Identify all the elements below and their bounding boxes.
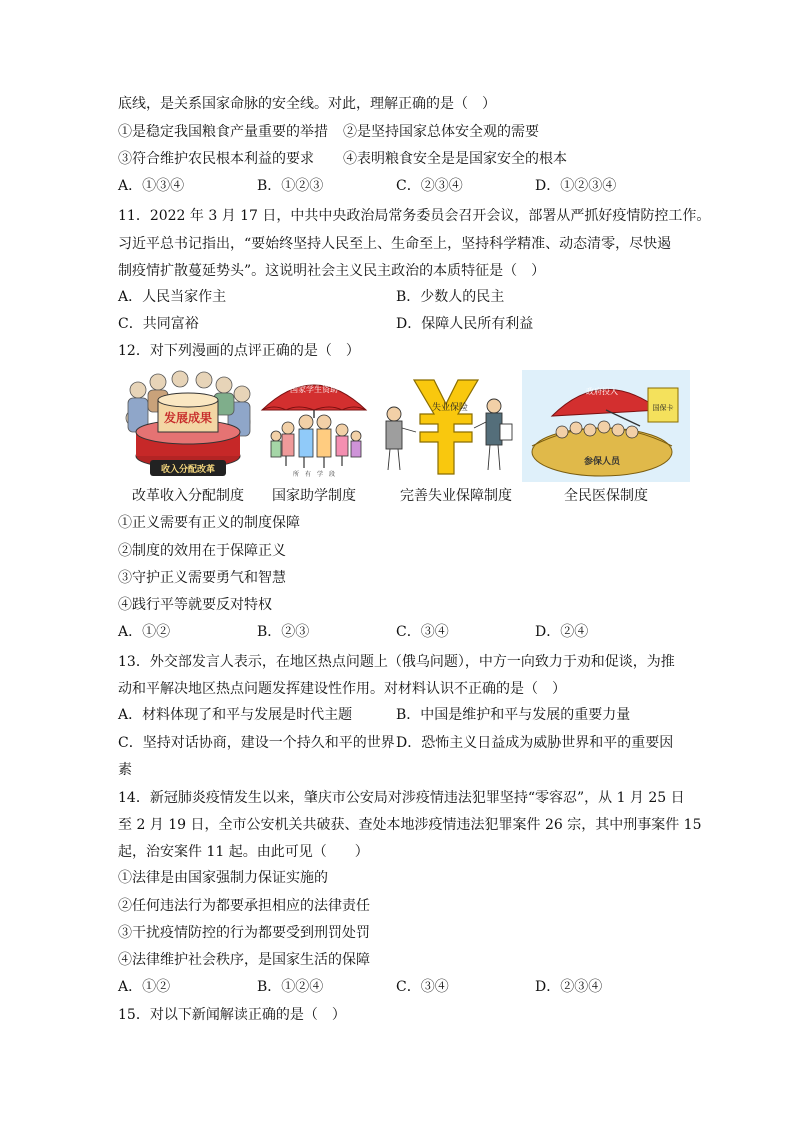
- q13-stem-line-2: 动和平解决地区热点问题发挥建设性作用。对材料认识不正确的是（ ）: [118, 681, 566, 697]
- q10-stem: 底线，是关系国家命脉的安全线。对此，理解正确的是（ ）: [118, 96, 496, 112]
- q10-statement-4: ④表明粮食安全是是国家安全的根本: [343, 151, 567, 167]
- q14-statement-4: ④法律维护社会秩序，是国家生活的保障: [118, 952, 370, 968]
- q14-statement-1: ①法律是由国家强制力保证实施的: [118, 870, 328, 886]
- q11-stem-line-1: 11．2022 年 3 月 17 日，中共中央政治局常务委员会召开会议，部署从严抓好疫情防控工作。: [118, 208, 711, 224]
- q12-option-d[interactable]: D．②④: [535, 624, 589, 640]
- q11-stem-line-3: 制疫情扩散蔓延势头”。这说明社会主义民主政治的本质特征是（ ）: [118, 263, 546, 279]
- q12-statement-4: ④践行平等就要反对特权: [118, 597, 272, 613]
- q10-option-a[interactable]: A．①③④: [118, 178, 185, 194]
- q11-option-b[interactable]: B．少数人的民主: [396, 289, 505, 305]
- q11-option-d[interactable]: D．保障人民所有利益: [396, 316, 534, 332]
- q12-stem: 12．对下列漫画的点评正确的是（ ）: [118, 343, 360, 359]
- q14-stem-line-2: 至 2 月 19 日，全市公安机关共破获、查处本地涉疫情违法犯罪案件 26 宗，其中刑事案件 15: [118, 817, 702, 833]
- comic-unemployment-insurance: [376, 370, 516, 482]
- q10-statement-2: ②是坚持国家总体安全观的需要: [343, 124, 539, 140]
- q12-statement-2: ②制度的效用在于保障正义: [118, 543, 286, 559]
- q11-option-c[interactable]: C．共同富裕: [118, 316, 199, 332]
- q13-option-a[interactable]: A．材料体现了和平与发展是时代主题: [118, 707, 353, 723]
- comic-2-bottom-label: 所 有 学 段: [292, 471, 336, 478]
- q10-statement-3: ③符合维护农民根本利益的要求: [118, 151, 314, 167]
- q14-option-c[interactable]: C．③④: [396, 979, 449, 995]
- comic-student-aid: [258, 370, 370, 482]
- q10-option-d[interactable]: D．①②③④: [535, 178, 617, 194]
- comic-3-label: 失业保险: [431, 403, 469, 413]
- comic-2-caption: 国家助学制度: [272, 488, 356, 504]
- comic-3-caption: 完善失业保障制度: [400, 488, 512, 504]
- q14-option-a[interactable]: A．①②: [118, 979, 171, 995]
- q14-stem-line-3: 起，治安案件 11 起。由此可见（ ）: [118, 844, 369, 860]
- q13-option-d-continued: 素: [118, 762, 132, 778]
- q12-statement-3: ③守护正义需要勇气和智慧: [118, 570, 286, 586]
- q10-statement-1: ①是稳定我国粮食产量重要的举措: [118, 124, 328, 140]
- q13-option-b[interactable]: B．中国是维护和平与发展的重要力量: [396, 707, 631, 723]
- q11-option-a[interactable]: A．人民当家作主: [118, 289, 227, 305]
- comic-1-caption: 改革收入分配制度: [132, 488, 244, 504]
- q13-option-d[interactable]: D．恐怖主义日益成为威胁世界和平的重要因: [396, 735, 674, 751]
- q12-option-c[interactable]: C．③④: [396, 624, 449, 640]
- comic-income-distribution: [124, 370, 252, 482]
- q14-statement-2: ②任何违法行为都要承担相应的法律责任: [118, 898, 370, 914]
- q14-option-d[interactable]: D．②③④: [535, 979, 603, 995]
- q11-stem-line-2: 习近平总书记指出，“要始终坚持人民至上、生命至上，坚持科学精准、动态清零，尽快遏: [118, 236, 672, 252]
- q14-option-b[interactable]: B．①②④: [257, 979, 324, 995]
- comic-4-card-label: 国保卡: [652, 404, 674, 412]
- q10-option-b[interactable]: B．①②③: [257, 178, 324, 194]
- comic-2-umbrella-label: 国家学生资助: [290, 385, 338, 394]
- q13-stem-line-1: 13．外交部发言人表示，在地区热点问题上（俄乌问题），中方一向致力于劝和促谈，为推: [118, 654, 675, 670]
- q14-statement-3: ③干扰疫情防控的行为都要受到刑罚处罚: [118, 925, 370, 941]
- q12-option-a[interactable]: A．①②: [118, 624, 171, 640]
- q13-option-c[interactable]: C．坚持对话协商，建设一个持久和平的世界: [118, 735, 395, 751]
- comic-4-umbrella-label: 政府投入: [586, 387, 618, 396]
- q10-option-c[interactable]: C．②③④: [396, 178, 463, 194]
- q12-option-b[interactable]: B．②③: [257, 624, 310, 640]
- comic-4-bowl-label: 参保人员: [583, 457, 621, 467]
- comic-1-base-label: 收入分配改革: [160, 465, 216, 475]
- q14-stem-line-1: 14．新冠肺炎疫情发生以来，肇庆市公安局对涉疫情违法犯罪坚持“零容忍”，从 1 月 25 日: [118, 790, 685, 806]
- comic-1-cake-label: 发展成果: [163, 411, 213, 425]
- comic-medical-insurance: [522, 370, 690, 482]
- q15-stem: 15．对以下新闻解读正确的是（ ）: [118, 1007, 346, 1023]
- comic-4-caption: 全民医保制度: [564, 488, 648, 504]
- q12-statement-1: ①正义需要有正义的制度保障: [118, 515, 300, 531]
